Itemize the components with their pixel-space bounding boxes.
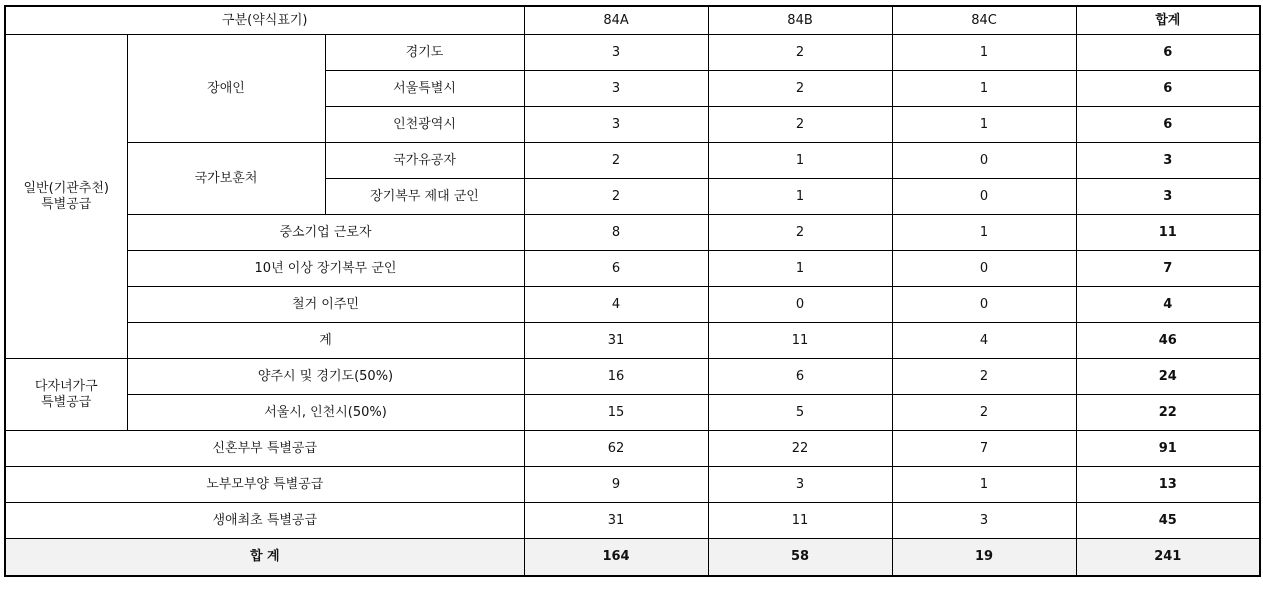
cell-total: 13	[1076, 467, 1260, 503]
cell-total: 6	[1076, 107, 1260, 143]
row-label: 노부모부양 특별공급	[5, 467, 524, 503]
group-multichild-label	[5, 359, 127, 431]
cell-84c: 1	[892, 71, 1076, 107]
row-label: 양주시 및 경기도(50%)	[127, 359, 524, 395]
header-type-84a: 84A	[524, 6, 708, 35]
grand-total-84b: 58	[708, 539, 892, 577]
cell-84c: 0	[892, 143, 1076, 179]
header-total: 합계	[1076, 6, 1260, 35]
cell-84c: 0	[892, 251, 1076, 287]
cell-84b: 0	[708, 287, 892, 323]
row-label: 장기복무 제대 군인	[325, 179, 524, 215]
cell-84b: 11	[708, 323, 892, 359]
cell-84b: 6	[708, 359, 892, 395]
cell-total: 4	[1076, 287, 1260, 323]
cell-84a: 15	[524, 395, 708, 431]
row-label: 인천광역시	[325, 107, 524, 143]
cell-84c: 1	[892, 35, 1076, 71]
row-label: 10년 이상 장기복무 군인	[127, 251, 524, 287]
row-label: 철거 이주민	[127, 287, 524, 323]
cell-84c: 3	[892, 503, 1076, 539]
cell-84a: 31	[524, 323, 708, 359]
table-row	[5, 431, 1260, 467]
grand-total-row	[5, 539, 1260, 577]
cell-84b: 1	[708, 143, 892, 179]
cell-84a: 8	[524, 215, 708, 251]
cell-84b: 2	[708, 215, 892, 251]
row-label: 신혼부부 특별공급	[5, 431, 524, 467]
group-multichild-line1: 다자녀가구	[34, 378, 98, 394]
row-label: 서울시, 인천시(50%)	[127, 395, 524, 431]
cell-84c: 1	[892, 215, 1076, 251]
header-type-84c: 84C	[892, 6, 1076, 35]
cell-84a: 2	[524, 143, 708, 179]
row-label: 국가유공자	[325, 143, 524, 179]
grand-total-84a: 164	[524, 539, 708, 577]
cell-84c: 1	[892, 467, 1076, 503]
cell-total: 46	[1076, 323, 1260, 359]
cell-84c: 2	[892, 395, 1076, 431]
grand-total-sum: 241	[1076, 539, 1260, 577]
cell-84b: 1	[708, 179, 892, 215]
group-general-line2: 특별공급	[41, 196, 92, 212]
cell-84a: 62	[524, 431, 708, 467]
table-row	[5, 359, 1260, 395]
cell-84a: 16	[524, 359, 708, 395]
row-label: 생애최초 특별공급	[5, 503, 524, 539]
supply-table-wrapper	[4, 5, 1261, 577]
cell-total: 22	[1076, 395, 1260, 431]
table-row	[5, 143, 1260, 179]
cell-total: 6	[1076, 71, 1260, 107]
cell-84c: 1	[892, 107, 1076, 143]
cell-84b: 5	[708, 395, 892, 431]
cell-84c: 2	[892, 359, 1076, 395]
table-row	[5, 503, 1260, 539]
cell-84c: 0	[892, 287, 1076, 323]
table-row	[5, 251, 1260, 287]
supply-allocation-table	[4, 5, 1261, 577]
cell-84a: 6	[524, 251, 708, 287]
cell-total: 45	[1076, 503, 1260, 539]
header-type-84b: 84B	[708, 6, 892, 35]
cell-84b: 2	[708, 71, 892, 107]
cell-total: 91	[1076, 431, 1260, 467]
cell-total: 11	[1076, 215, 1260, 251]
header-category: 구분(약식표기)	[5, 6, 524, 35]
row-label: 계	[127, 323, 524, 359]
cell-total: 7	[1076, 251, 1260, 287]
row-label: 서울특별시	[325, 71, 524, 107]
cell-84b: 22	[708, 431, 892, 467]
cell-84c: 4	[892, 323, 1076, 359]
cell-84b: 2	[708, 35, 892, 71]
cell-total: 3	[1076, 143, 1260, 179]
table-row	[5, 35, 1260, 71]
header-row	[5, 6, 1260, 35]
table-row	[5, 215, 1260, 251]
row-label: 경기도	[325, 35, 524, 71]
cell-84b: 2	[708, 107, 892, 143]
row-label: 중소기업 근로자	[127, 215, 524, 251]
cell-total: 24	[1076, 359, 1260, 395]
cell-84c: 7	[892, 431, 1076, 467]
cell-84c: 0	[892, 179, 1076, 215]
table-row	[5, 395, 1260, 431]
cell-84b: 3	[708, 467, 892, 503]
cell-84a: 2	[524, 179, 708, 215]
cell-84a: 4	[524, 287, 708, 323]
grand-total-84c: 19	[892, 539, 1076, 577]
cell-84a: 9	[524, 467, 708, 503]
group-multichild-line2: 특별공급	[41, 394, 92, 410]
cell-total: 3	[1076, 179, 1260, 215]
cell-84a: 31	[524, 503, 708, 539]
table-row	[5, 287, 1260, 323]
group-general-line1: 일반(기관추천)	[23, 180, 109, 196]
group-veteran-label: 국가보훈처	[127, 143, 325, 215]
group-disabled-label: 장애인	[127, 35, 325, 143]
cell-84a: 3	[524, 35, 708, 71]
cell-84a: 3	[524, 107, 708, 143]
cell-84b: 11	[708, 503, 892, 539]
subtotal-row	[5, 323, 1260, 359]
group-general-label	[5, 35, 127, 359]
grand-total-label: 합 계	[5, 539, 524, 577]
cell-total: 6	[1076, 35, 1260, 71]
cell-84b: 1	[708, 251, 892, 287]
cell-84a: 3	[524, 71, 708, 107]
table-row	[5, 467, 1260, 503]
